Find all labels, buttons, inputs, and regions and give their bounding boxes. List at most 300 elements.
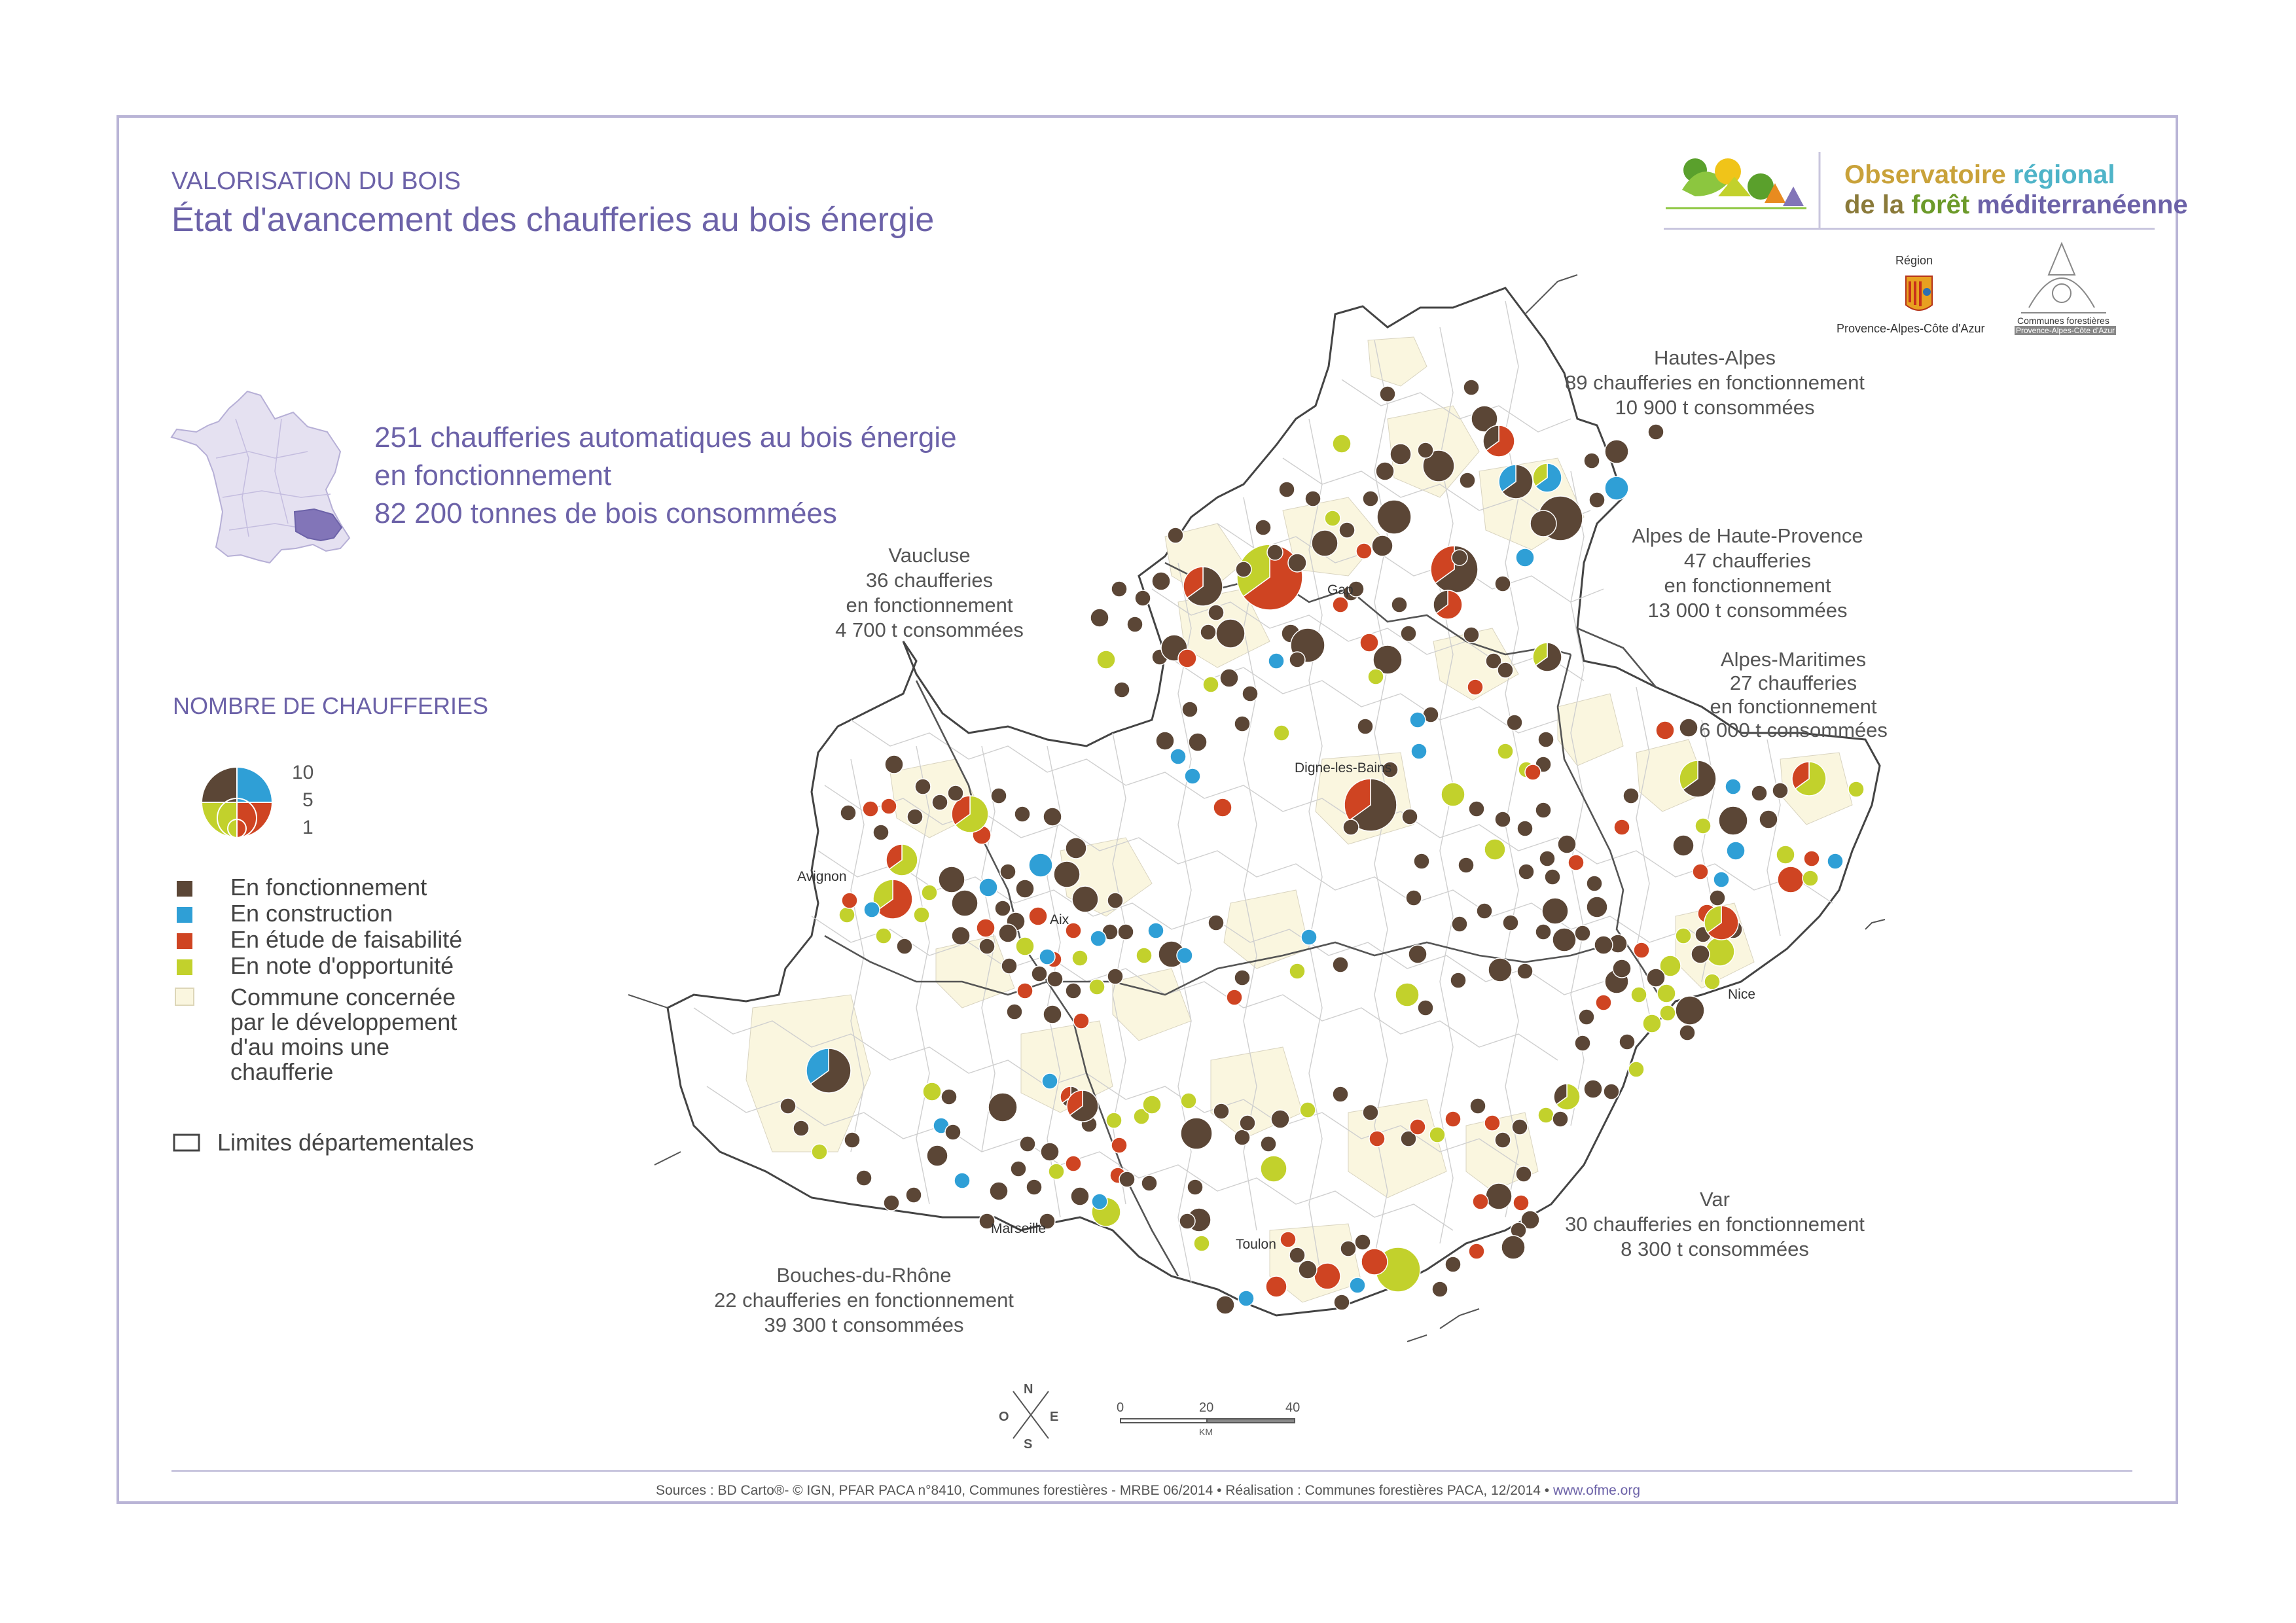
chaufferie-symbol [1289, 652, 1305, 668]
chaufferie-symbol [1300, 1102, 1316, 1118]
chaufferie-symbol [1498, 662, 1513, 678]
chaufferie-symbol [873, 825, 889, 840]
chaufferie-pie [1067, 1090, 1098, 1122]
chaufferie-symbol [1333, 1086, 1348, 1102]
chaufferie-symbol [927, 1145, 948, 1166]
chaufferie-symbol [1360, 633, 1378, 652]
chaufferie-symbol [1289, 963, 1305, 979]
chaufferie-symbol [1333, 435, 1351, 453]
chaufferie-symbol [1469, 801, 1484, 817]
legend-label-opportunite: En note d'opportunité [230, 952, 454, 979]
chaufferie-symbol [1460, 473, 1475, 488]
chaufferie-symbol [1141, 1175, 1157, 1191]
scale-0: 0 [1117, 1400, 1124, 1415]
dept-label-bdr: Bouches-du-Rhône 22 chaufferies en fonctionnement 39 300 t consommées [714, 1264, 1014, 1336]
chaufferie-symbol [1545, 869, 1560, 885]
region-logo-bottom: Provence-Alpes-Côte d'Azur [1837, 322, 1985, 335]
legend-commune-line-1: Commune concernée [230, 984, 456, 1010]
chaufferie-symbol [1463, 380, 1479, 395]
chaufferie-symbol [1234, 1130, 1250, 1145]
chaufferie-symbol [1288, 554, 1306, 572]
chaufferie-symbol [1584, 1080, 1602, 1098]
ofme-word-observatoire: Observatoire [1844, 160, 2013, 189]
chaufferie-symbol [1751, 785, 1767, 801]
chaufferie-symbol [1368, 669, 1384, 685]
chaufferie-symbol [914, 907, 929, 923]
chaufferie-symbol [1127, 616, 1143, 632]
chaufferie-symbol [1452, 916, 1467, 932]
chaufferie-symbol [1401, 626, 1416, 641]
chaufferie-symbol [1049, 1164, 1064, 1179]
chaufferie-symbol [995, 901, 1011, 916]
chaufferie-symbol [1516, 548, 1534, 567]
legend-size-1: 1 [302, 817, 314, 838]
dept-label-var: Var 30 chaufferies en fonctionnement 8 300 t consommées [1565, 1188, 1865, 1260]
scale-bar [1121, 1419, 1295, 1423]
chaufferie-pie [1499, 465, 1533, 499]
chaufferie-symbol [793, 1120, 809, 1136]
chaufferie-symbol [1848, 781, 1864, 797]
chaufferie-symbol [1587, 897, 1607, 918]
chaufferie-symbol [948, 785, 963, 801]
chaufferie-symbol [1575, 1035, 1590, 1051]
chaufferie-symbol [1177, 948, 1193, 963]
chaufferie-symbol [1450, 972, 1466, 988]
legend-swatch-construction [177, 907, 192, 923]
chaufferie-symbol [1047, 971, 1063, 987]
chaufferie-symbol [1043, 808, 1062, 826]
chaufferie-symbol [939, 866, 965, 893]
chaufferie-symbol [1267, 544, 1283, 560]
ofme-logo-text [1844, 160, 2188, 220]
chaufferie-symbol [856, 1170, 872, 1186]
chaufferie-symbol [1517, 821, 1533, 836]
chaufferie-symbol [1647, 969, 1665, 987]
chaufferie-symbol [1408, 945, 1427, 963]
chaufferie-symbol [839, 907, 855, 923]
chaufferie-symbol [1628, 1061, 1644, 1077]
chaufferie-symbol [1334, 1294, 1350, 1310]
chaufferie-pie [1554, 1084, 1580, 1110]
chaufferie-symbol [1776, 846, 1795, 864]
chaufferie-symbol [1168, 527, 1183, 543]
chaufferie-symbol [1410, 712, 1426, 728]
chaufferie-symbol [979, 878, 997, 897]
chaufferie-symbol [1208, 915, 1224, 931]
chaufferie-symbol [1216, 1296, 1234, 1314]
chaufferie-symbol [1535, 802, 1551, 818]
chaufferie-symbol [1066, 838, 1086, 859]
chaufferie-symbol [1498, 743, 1513, 759]
chaufferie-symbol [1170, 749, 1186, 764]
chaufferie-symbol [1452, 550, 1467, 565]
chaufferie-symbol [1695, 818, 1711, 834]
city-digne: Digne-les-Bains [1295, 760, 1392, 776]
communes-forestieres-icon [2021, 243, 2106, 313]
chaufferie-symbol [1517, 963, 1533, 979]
chaufferie-symbol [954, 1173, 970, 1188]
chaufferie-symbol [1039, 949, 1055, 965]
scale-40: 40 [1285, 1400, 1300, 1415]
ofme-word-de-la: de la [1844, 190, 1912, 219]
legend-swatch-fonctionnement [177, 881, 192, 897]
chaufferie-symbol [1441, 783, 1465, 806]
chaufferie-symbol [1071, 1187, 1089, 1205]
chaufferie-symbol [1778, 866, 1804, 893]
chaufferie-symbol [1182, 702, 1198, 717]
legend-commune-line-4: chaufferie [230, 1058, 334, 1085]
chaufferie-symbol [1679, 1025, 1695, 1041]
chaufferie-symbol [1017, 983, 1033, 999]
limits-swatch [174, 1135, 199, 1150]
chaufferie-symbol [1203, 677, 1219, 692]
chaufferie-symbol [1234, 970, 1250, 986]
chaufferie-symbol [1266, 1276, 1287, 1297]
ofme-logo-icon [1666, 158, 1806, 208]
chaufferie-symbol [1429, 1127, 1445, 1143]
chaufferie-symbol [1194, 1236, 1210, 1251]
chaufferie-symbol [1380, 386, 1395, 402]
chaufferie-symbol [780, 1098, 796, 1114]
chaufferie-symbol [1596, 995, 1611, 1010]
chaufferie-symbol [1445, 1257, 1461, 1272]
chaufferie-symbol [922, 885, 937, 901]
chaufferie-symbol [1495, 812, 1511, 827]
chaufferie-symbol [1312, 530, 1338, 556]
chaufferie-symbol [1538, 732, 1554, 747]
chaufferie-symbol [1587, 876, 1602, 891]
chaufferie-symbol [907, 809, 923, 825]
chaufferie-symbol [1200, 624, 1216, 640]
chaufferie-symbol [1477, 903, 1492, 919]
chaufferie-symbol [1568, 855, 1584, 870]
chaufferie-symbol [1458, 857, 1474, 873]
chaufferie-symbol [1473, 1194, 1488, 1209]
city-toulon: Toulon [1236, 1237, 1276, 1252]
chaufferie-pie [1533, 463, 1562, 492]
chaufferie-symbol [1029, 907, 1047, 925]
chaufferie-symbol [1043, 1005, 1062, 1024]
chaufferie-symbol [1542, 898, 1568, 924]
chaufferie-symbol [1575, 925, 1590, 941]
chaufferie-symbol [1463, 627, 1479, 643]
chaufferie-symbol [1185, 768, 1200, 784]
chaufferie-symbol [1011, 1161, 1026, 1177]
chaufferie-symbol [1107, 969, 1123, 984]
communes-logo-line-2: Provence-Alpes-Côte d'Azur [2016, 326, 2115, 335]
chaufferie-symbol [1255, 520, 1271, 535]
chaufferie-symbol [1143, 1096, 1161, 1114]
chaufferie-symbol [1242, 686, 1258, 702]
chaufferie-symbol [1605, 476, 1628, 500]
dept-label-hautes-alpes: Hautes-Alpes 89 chaufferies en fonctionnement 10 900 t consommées [1565, 346, 1865, 419]
chaufferie-symbol [952, 927, 970, 945]
chaufferie-symbol [1772, 783, 1788, 798]
chaufferie-symbol [1634, 942, 1649, 958]
chaufferie-symbol [1495, 576, 1511, 592]
chaufferie-pie [1704, 906, 1738, 940]
chaufferie-symbol [1271, 1110, 1289, 1128]
chaufferie-symbol [1181, 1093, 1196, 1109]
chaufferie-symbol [1518, 864, 1534, 880]
legend-commune-line-3: d'au moins une [230, 1033, 390, 1060]
chaufferie-symbol [1031, 966, 1047, 982]
compass-s: S [1024, 1437, 1033, 1452]
map-kicker: VALORISATION DU BOIS [171, 168, 461, 195]
chaufferie-symbol [1208, 605, 1224, 620]
chaufferie-pie [886, 844, 918, 876]
chaufferie-symbol [941, 1089, 957, 1105]
legend-label-faisabilite: En étude de faisabilité [230, 926, 463, 953]
chaufferie-symbol [991, 788, 1007, 804]
chaufferie-symbol [952, 890, 978, 916]
chaufferie-symbol [1106, 1113, 1122, 1128]
chaufferie-symbol [1390, 444, 1411, 465]
summary-line-2: en fonctionnement [374, 459, 612, 491]
chaufferie-symbol [1227, 990, 1242, 1005]
chaufferie-symbol [1274, 725, 1289, 741]
chaufferie-symbol [1020, 1136, 1035, 1152]
chaufferie-symbol [1579, 1009, 1594, 1025]
chaufferie-symbol [1234, 716, 1250, 732]
chaufferie-symbol [844, 1132, 860, 1148]
chaufferie-symbol [1691, 945, 1710, 963]
chaufferie-symbol [1356, 543, 1372, 559]
chaufferie-symbol [1631, 987, 1647, 1003]
chaufferie-symbol [1488, 958, 1512, 982]
chaufferie-symbol [1072, 950, 1088, 966]
chaufferie-symbol [812, 1144, 827, 1160]
legend-size-10: 10 [292, 762, 314, 783]
legend-commune-line-2: par le développement [230, 1008, 457, 1035]
chaufferie-symbol [1152, 572, 1170, 590]
chaufferie-symbol [1148, 923, 1164, 938]
chaufferie-pie [1533, 643, 1562, 671]
chaufferie-symbol [1507, 715, 1522, 730]
region-shield-icon [1906, 276, 1932, 310]
chaufferie-symbol [1363, 1105, 1378, 1120]
commune-swatch [175, 988, 194, 1005]
chaufferie-symbol [1414, 853, 1429, 869]
chaufferie-symbol [1001, 958, 1017, 974]
chaufferie-symbol [945, 1124, 961, 1140]
chaufferie-symbol [1402, 809, 1418, 825]
chaufferie-symbol [1268, 653, 1284, 669]
chaufferie-symbol [1361, 1249, 1388, 1275]
chaufferie-symbol [1181, 1118, 1212, 1149]
sources-link[interactable]: www.ofme.org [1552, 1483, 1641, 1498]
chaufferie-symbol [1301, 929, 1317, 945]
chaufferie-symbol [979, 938, 995, 954]
chaufferie-symbol [1350, 1277, 1365, 1293]
summary-line-1: 251 chaufferies automatiques au bois énergie [374, 421, 957, 454]
legend-label-construction: En construction [230, 900, 393, 927]
chaufferie-pie [806, 1048, 851, 1093]
chaufferie-symbol [1619, 1034, 1635, 1050]
chaufferie-symbol [1357, 719, 1373, 734]
chaufferie-symbol [1432, 1281, 1448, 1297]
chaufferie-symbol [1118, 924, 1134, 940]
dept-label-vaucluse: Vaucluse 36 chaufferies en fonctionnement 4 700 t consommées [835, 544, 1024, 641]
chaufferie-symbol [1187, 1179, 1203, 1195]
chaufferie-symbol [915, 779, 931, 794]
chaufferie-symbol [1213, 798, 1232, 817]
chaufferie-symbol [1016, 880, 1034, 898]
chaufferie-symbol [1279, 482, 1295, 497]
chaufferie-symbol [897, 938, 912, 954]
summary-line-3: 82 200 tonnes de bois consommées [374, 497, 837, 529]
chaufferie-symbol [1411, 743, 1427, 759]
chaufferie-symbol [977, 919, 995, 937]
city-avignon: Avignon [797, 869, 847, 884]
chaufferie-symbol [1484, 839, 1505, 860]
chaufferie-symbol [1111, 1137, 1127, 1153]
chaufferie-symbol [1107, 893, 1123, 908]
chaufferie-symbol [1369, 1131, 1385, 1147]
chaufferie-symbol [1512, 1119, 1528, 1135]
chaufferie-symbol [1066, 1156, 1081, 1171]
chaufferie-symbol [1406, 890, 1422, 906]
chaufferie-symbol [932, 794, 948, 810]
chaufferie-symbol [1014, 806, 1030, 822]
chaufferie-symbol [1589, 492, 1605, 508]
legend-label-limits: Limites départementales [217, 1129, 475, 1156]
dept-label-alpes-maritimes: Alpes-Maritimes 27 chaufferies en fonctionnement 6 000 t consommées [1699, 648, 1888, 741]
chaufferie-symbol [1673, 835, 1694, 856]
chaufferie-symbol [1445, 1111, 1461, 1127]
chaufferie-symbol [1614, 819, 1630, 835]
chaufferie-symbol [1535, 924, 1551, 940]
chaufferie-symbol [1343, 819, 1359, 835]
chaufferie-symbol [1054, 861, 1080, 887]
chaufferie-symbol [1376, 462, 1394, 480]
chaufferie-symbol [1240, 1115, 1255, 1131]
chaufferie-pie [1433, 590, 1462, 619]
chaufferie-symbol [885, 755, 903, 774]
chaufferie-symbol [1355, 1234, 1371, 1250]
chaufferie-symbol [1558, 835, 1576, 853]
chaufferie-symbol [1539, 851, 1555, 866]
sources-text: Sources : BD Carto®- © IGN, PFAR PACA n°8410, Communes forestières - MRBE 06/2014 • Réalisation : Communes forestières PACA, 12/2014 • [655, 1483, 1553, 1498]
chaufferie-symbol [1495, 1132, 1511, 1148]
chaufferie-symbol [1135, 590, 1151, 606]
chaufferie-symbol [884, 1195, 899, 1211]
chaufferie-symbol [1395, 983, 1419, 1007]
chaufferie-symbol [1418, 442, 1433, 458]
chaufferie-symbol [1643, 1014, 1661, 1033]
chaufferie-symbol [1377, 500, 1411, 534]
chaufferie-symbol [1029, 853, 1052, 877]
chaufferie-symbol [1410, 1119, 1426, 1135]
chaufferie-symbol [1213, 1103, 1229, 1119]
sources-line [0, 1483, 2296, 1499]
legend-label-fonctionnement: En fonctionnement [230, 874, 427, 901]
chaufferie-symbol [1261, 1136, 1276, 1152]
chaufferie-symbol [1016, 937, 1034, 955]
chaufferie-symbol [1605, 440, 1628, 463]
chaufferie-symbol [1114, 682, 1130, 698]
chaufferie-symbol [1804, 851, 1820, 866]
chaufferie-symbol [1725, 779, 1741, 794]
chaufferie-symbol [1467, 679, 1483, 695]
city-nice: Nice [1728, 987, 1756, 1002]
region-logo-top: Région [1895, 254, 1933, 267]
chaufferie-symbol [1525, 764, 1541, 780]
chaufferie-symbol [1220, 669, 1238, 687]
chaufferie-symbol [842, 893, 857, 908]
chaufferie-symbol [1066, 983, 1081, 999]
dept-label-ahp: Alpes de Haute-Provence 47 chaufferies en fonctionnement 13 000 t consommées [1632, 524, 1863, 622]
city-marseille: Marseille [991, 1221, 1047, 1236]
chaufferie-pie [1183, 567, 1223, 606]
chaufferie-symbol [1594, 936, 1613, 954]
communes-logo-line-1: Communes forestières [2017, 315, 2109, 326]
chaufferie-symbol [1042, 1073, 1058, 1089]
chaufferie-symbol [1339, 522, 1355, 538]
chaufferie-symbol [1119, 1171, 1135, 1187]
compass-rose [1013, 1391, 1049, 1438]
chaufferie-pie [1679, 760, 1716, 797]
chaufferie-symbol [1676, 928, 1691, 944]
chaufferie-symbol [1503, 915, 1518, 931]
chaufferie-symbol [876, 928, 891, 944]
chaufferie-symbol [1516, 1166, 1532, 1182]
chaufferie-pie [1792, 762, 1826, 796]
chaufferie-symbol [1827, 853, 1843, 869]
chaufferie-symbol [1693, 864, 1708, 880]
chaufferie-symbol [1299, 1260, 1317, 1279]
chaufferie-symbol [1706, 937, 1734, 966]
scale-20: 20 [1199, 1400, 1214, 1415]
chaufferie-symbol [1178, 649, 1196, 668]
chaufferie-symbol [1604, 1084, 1619, 1099]
chaufferie-symbol [1704, 974, 1720, 990]
chaufferie-symbol [1305, 491, 1321, 507]
chaufferie-symbol [1189, 733, 1207, 751]
chaufferie-symbol [1333, 957, 1348, 972]
chaufferie-symbol [1000, 864, 1016, 880]
chaufferie-symbol [923, 1082, 941, 1101]
legend-size-circles [202, 767, 272, 838]
city-gap: Gap [1327, 582, 1354, 597]
chaufferie-symbol [1340, 1241, 1356, 1257]
chaufferie-symbol [1238, 1291, 1254, 1306]
chaufferie-symbol [1391, 597, 1407, 613]
chaufferie-symbol [1041, 1143, 1059, 1161]
chaufferie-symbol [906, 1187, 922, 1203]
chaufferie-symbol [863, 801, 878, 817]
ofme-word-mediterraneenne: méditerranéenne [1977, 190, 2188, 219]
chaufferie-symbol [1584, 453, 1600, 469]
chaufferie-symbol [1552, 928, 1576, 952]
legend-title: NOMBRE DE CHAUFFERIES [173, 692, 489, 719]
chaufferie-symbol [1216, 619, 1245, 648]
chaufferie-symbol [1469, 1243, 1484, 1259]
chaufferie-pie [1483, 425, 1515, 457]
chaufferie-symbol [1261, 1156, 1287, 1182]
chaufferie-symbol [1156, 732, 1174, 750]
chaufferie-symbol [1236, 562, 1251, 577]
chaufferie-symbol [1136, 948, 1152, 963]
chaufferie-symbol [1484, 1115, 1500, 1131]
chaufferie-symbol [1007, 1004, 1022, 1020]
chaufferie-symbol [1090, 931, 1106, 946]
compass-n: N [1024, 1382, 1033, 1397]
chaufferie-symbol [1552, 1111, 1568, 1127]
chaufferie-symbol [990, 1182, 1008, 1200]
chaufferie-symbol [1623, 788, 1639, 804]
chaufferie-symbol [1648, 424, 1664, 440]
